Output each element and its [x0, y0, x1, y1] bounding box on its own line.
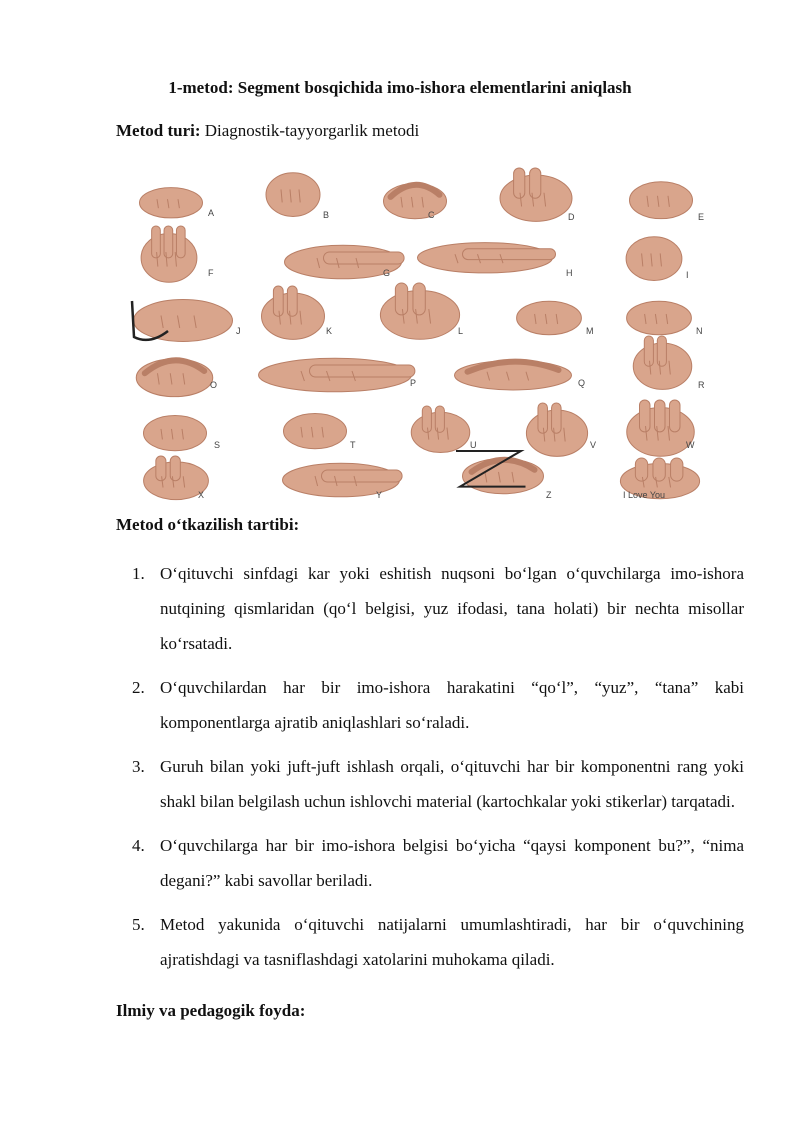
sign-label: S — [214, 440, 221, 450]
step-item — [116, 670, 744, 740]
procedure-steps — [116, 556, 744, 977]
step-number: 5. — [132, 915, 145, 934]
hand-sign-e — [630, 182, 705, 222]
hand-sign-b — [266, 173, 329, 220]
hand-sign-d — [500, 168, 575, 222]
hand-sign-p — [259, 358, 417, 392]
method-type-label: Metod turi: — [116, 121, 201, 140]
hand-sign-t — [284, 413, 357, 450]
sign-label: C — [428, 210, 435, 220]
step-text: O‘quvchilardan har bir imo-ishora harakatini “qo‘l”, “yuz”, “tana” kabi komponentlarga ajratib aniqlashlari so‘raladi. — [160, 678, 744, 732]
step-number: 1. — [132, 564, 145, 583]
sign-label: O — [210, 380, 218, 390]
sign-label: K — [326, 326, 333, 336]
hand-sign-y — [283, 463, 403, 500]
sign-label: Y — [376, 490, 383, 500]
sign-label: Z — [546, 490, 552, 500]
sign-alphabet-figure — [118, 158, 714, 508]
sign-label: G — [383, 268, 391, 278]
hand-sign-x — [144, 456, 209, 500]
step-item — [116, 749, 744, 819]
section-title: 1-metod: Segment bosqichida imo-ishora elementlarini aniqlash — [168, 78, 632, 97]
hand-sign-k — [262, 286, 333, 339]
sign-label: R — [698, 380, 705, 390]
method-type-value: Diagnostik-tayyorgarlik metodi — [204, 121, 420, 140]
procedure-heading: Metod o‘tkazilish tartibi: — [116, 515, 300, 534]
hand-sign-i-love-you — [620, 458, 699, 500]
sign-label: A — [208, 208, 215, 218]
sign-label: M — [586, 326, 594, 336]
hand-sign-j — [132, 300, 241, 342]
hand-sign-o — [136, 359, 217, 397]
step-item — [116, 556, 744, 661]
sign-label: E — [698, 212, 705, 222]
sign-label: H — [566, 268, 573, 278]
hand-sign-c — [384, 183, 447, 220]
sign-label: I — [686, 270, 689, 280]
sign-label: T — [350, 440, 356, 450]
benefit-heading: Ilmiy va pedagogik foyda: — [116, 1001, 306, 1020]
hand-sign-q — [455, 361, 586, 390]
sign-label: J — [236, 326, 241, 336]
hand-sign-h — [418, 243, 573, 278]
step-text: O‘qituvchi sinfdagi kar yoki eshitish nuqsoni bo‘lgan o‘quvchilarga imo-ishora nutqining qismlaridan (qo‘l belgisi, yuz ifodasi, tana holati) bir nechta misollar ko‘rsatadi. — [160, 564, 744, 653]
sign-label: I Love You — [623, 490, 666, 500]
hand-sign-l — [380, 283, 463, 339]
hand-sign-n — [627, 301, 703, 336]
step-item — [116, 828, 744, 898]
step-item — [116, 907, 744, 977]
hand-sign-s — [144, 415, 221, 450]
hand-sign-m — [517, 301, 594, 336]
sign-label: V — [590, 440, 597, 450]
step-number: 3. — [132, 757, 145, 776]
sign-label: X — [198, 490, 205, 500]
hand-sign-i — [626, 237, 688, 281]
hand-sign-r — [633, 336, 705, 390]
hand-sign-w — [627, 400, 695, 456]
step-text: O‘quvchilarga har bir imo-ishora belgisi bo‘yicha “qaysi komponent bu?”, “nima degani?” kabi savollar beriladi. — [160, 836, 744, 890]
step-text: Guruh bilan yoki juft-juft ishlash orqali, o‘qituvchi har bir komponentni rang yoki shakl bilan belgilash uchun ishlovchi material (kartochkalar yoki stikerlar) tarqatadi. — [160, 757, 744, 811]
hand-sign-u — [411, 406, 476, 453]
sign-label: U — [470, 440, 477, 450]
sign-label: W — [686, 440, 695, 450]
method-type-line — [116, 121, 419, 141]
hand-sign-v — [526, 403, 596, 456]
step-text: Metod yakunida o‘qituvchi natijalarni umumlashtiradi, har bir o‘quvchining ajratishdagi va tasniflashdagi xatolarini muhokama qiladi. — [160, 915, 744, 969]
sign-label: N — [696, 326, 703, 336]
hand-sign-z — [456, 451, 552, 500]
hand-sign-g — [285, 245, 405, 279]
sign-label: D — [568, 212, 575, 222]
sign-label: L — [458, 326, 464, 336]
hand-sign-f — [141, 226, 214, 282]
sign-label: P — [410, 378, 417, 388]
step-number: 4. — [132, 836, 145, 855]
step-number: 2. — [132, 678, 145, 697]
hand-sign-a — [140, 188, 215, 218]
sign-label: Q — [578, 378, 586, 388]
sign-label: B — [323, 210, 330, 220]
sign-label: F — [208, 268, 214, 278]
